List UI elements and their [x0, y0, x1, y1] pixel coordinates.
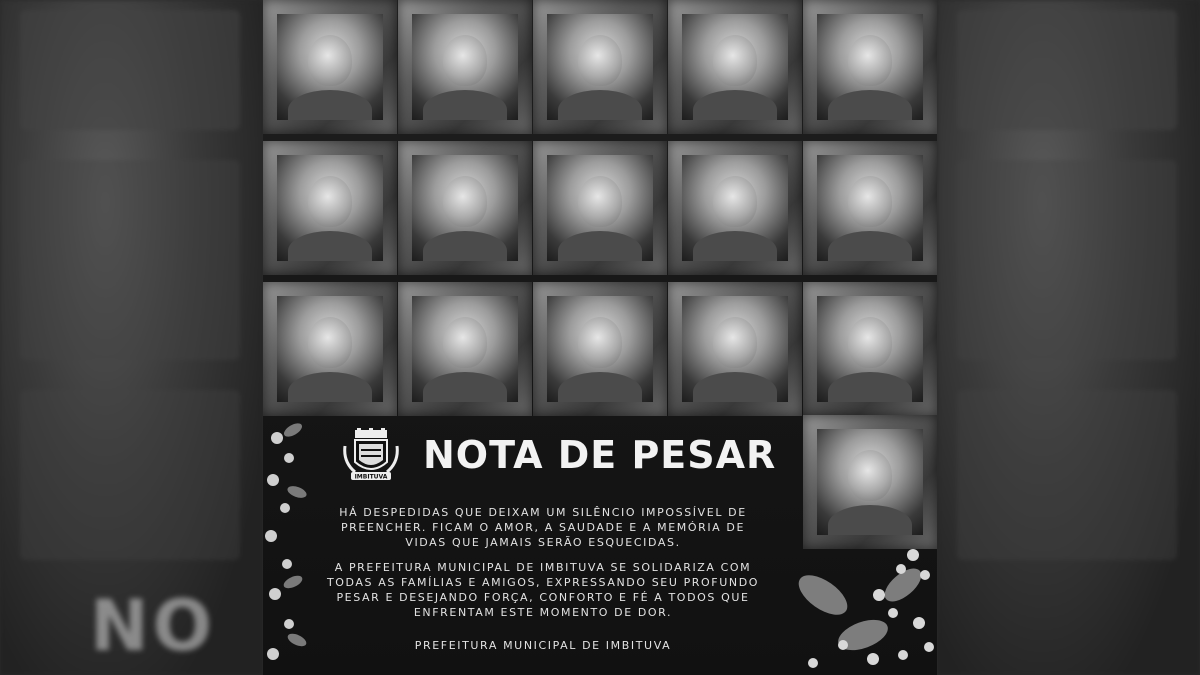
- emblem-text: IMBITUVA: [354, 473, 388, 481]
- memorial-photo-tile: [668, 282, 802, 416]
- memorial-photo-tile: [803, 141, 937, 275]
- signature: PREFEITURA MUNICIPAL DE IMBITUVA: [414, 639, 672, 652]
- memorial-photo-tile: [398, 282, 532, 416]
- memorial-photo: [412, 155, 518, 261]
- city-emblem-icon: [341, 428, 401, 484]
- memorial-photo-tile: [668, 0, 802, 134]
- memorial-photo-tile: [803, 282, 937, 416]
- floral-decoration-left-icon: [263, 418, 309, 675]
- memorial-photo: [277, 14, 383, 120]
- message-paragraph-1: HÁ DESPEDIDAS QUE DEIXAM UM SILÊNCIO IMPOSSÍVEL DE PREENCHER. FICAM O AMOR, A SAUDADE E A MEMÓRIA DE VIDAS QUE JAMAIS SERÃO ESQUECIDAS.: [339, 506, 747, 549]
- memorial-photo: [412, 296, 518, 402]
- memorial-photo: [547, 155, 653, 261]
- memorial-poster: [263, 0, 937, 675]
- memorial-photo: [412, 14, 518, 120]
- memorial-photo: [817, 14, 923, 120]
- page-title: NOTA DE PESAR: [423, 433, 777, 477]
- memorial-photo-tile: [398, 141, 532, 275]
- memorial-photo-tile: [803, 415, 937, 549]
- memorial-photo: [277, 296, 383, 402]
- memorial-photo: [682, 155, 788, 261]
- memorial-photo: [817, 155, 923, 261]
- memorial-photo-tile: [533, 141, 667, 275]
- memorial-photo: [817, 296, 923, 402]
- memorial-photo: [547, 296, 653, 402]
- background-blurred-text: NO: [90, 585, 217, 667]
- background-blur-left: [0, 0, 263, 675]
- message-paragraph-2: A PREFEITURA MUNICIPAL DE IMBITUVA SE SOLIDARIZA COM TODAS AS FAMÍLIAS E AMIGOS, EXPRESSANDO SEU PROFUNDO PESAR E DESEJANDO FORÇA, CONFORTO E FÉ A TODOS QUE ENFRENTAM ESTE MOMENTO DE DOR.: [326, 561, 760, 619]
- memorial-photo: [682, 296, 788, 402]
- memorial-photo-tile: [263, 141, 397, 275]
- memorial-photo: [277, 155, 383, 261]
- memorial-photo: [547, 14, 653, 120]
- memorial-photo-tile: [263, 282, 397, 416]
- floral-decoration-right-icon: [783, 535, 937, 675]
- background-blur-right: [937, 0, 1200, 675]
- memorial-photo-tile: [668, 141, 802, 275]
- memorial-photo-tile: [263, 0, 397, 134]
- memorial-photo-tile: [533, 282, 667, 416]
- memorial-photo: [817, 429, 923, 535]
- memorial-photo-tile: [533, 0, 667, 134]
- memorial-photo: [682, 14, 788, 120]
- memorial-photo-tile: [803, 0, 937, 134]
- memorial-photo-tile: [398, 0, 532, 134]
